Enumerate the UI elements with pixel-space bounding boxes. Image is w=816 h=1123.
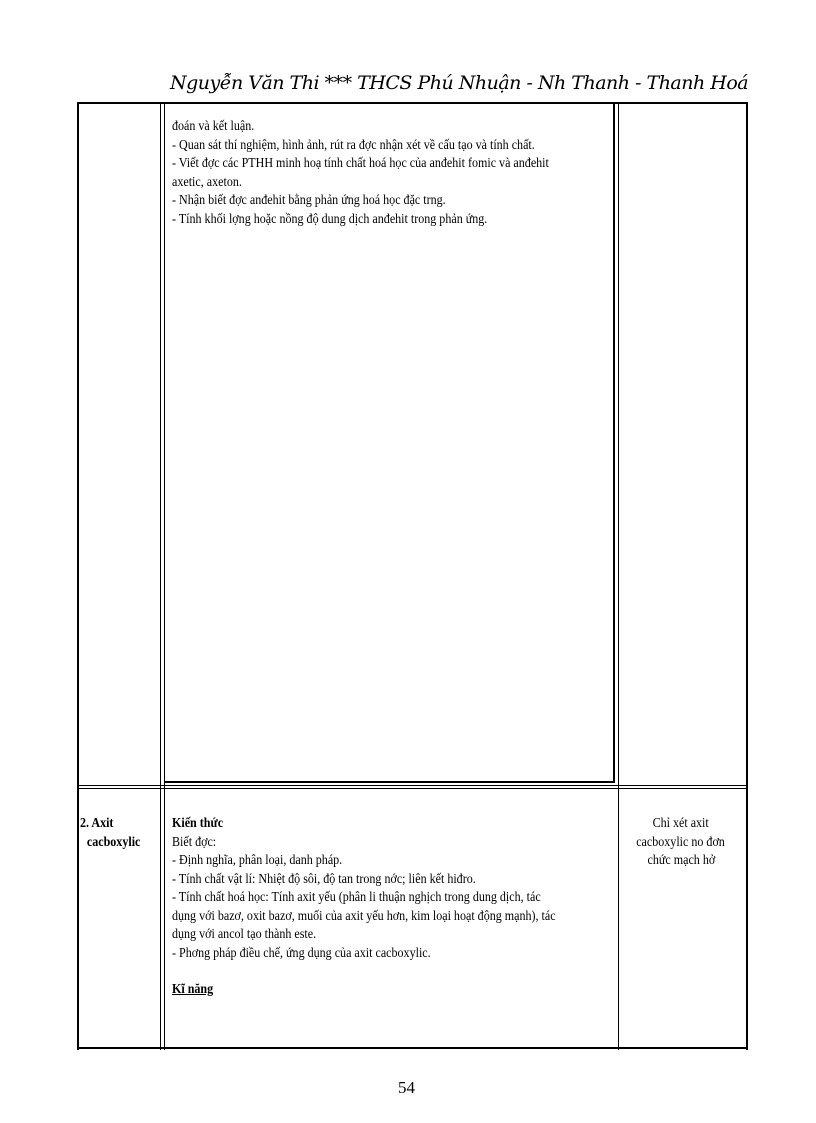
note-line: chức mạch hở <box>647 853 715 868</box>
row1-content <box>172 118 615 229</box>
row2-note <box>622 815 740 871</box>
knowledge-line: Biết đợc: <box>172 834 217 850</box>
row1-line: - Nhận biết đợc anđehit bằng phản ứng hoá học đặc trng. <box>172 193 446 208</box>
row2-topic <box>80 815 157 852</box>
note-line: cacboxylic no đơn <box>636 834 726 850</box>
row1-line: - Quan sát thí nghiệm, hình ảnh, rút ra đợc nhận xét về cấu tạo và tính chất. <box>172 137 535 153</box>
knowledge-line: dụng với bazơ, oxit bazơ, muối của axit yếu hơn, kim loại hoạt động mạnh), tác <box>172 908 556 924</box>
row1-line: - Viết đợc các PTHH minh hoạ tính chất hoá học của anđehit fomic và anđehit <box>172 156 549 171</box>
note-line: Chỉ xét axit <box>652 816 710 831</box>
knowledge-line: - Tính chất vật lí: Nhiệt độ sôi, độ tan trong nớc; liên kết hiđro. <box>172 871 476 887</box>
row1-line: đoán và kết luận. <box>172 119 255 134</box>
row2-content <box>172 815 625 1000</box>
skills-heading: Kĩ năng <box>172 982 214 997</box>
topic-line: 2. Axit <box>80 816 114 831</box>
knowledge-line: dụng với ancol tạo thành este. <box>172 927 317 942</box>
knowledge-heading: Kiến thức <box>172 816 224 831</box>
page-number: 54 <box>398 1078 415 1097</box>
knowledge-line: - Định nghĩa, phân loại, danh pháp. <box>172 853 343 868</box>
knowledge-line: - Tính chất hoá học: Tính axit yếu (phân li thuận nghịch trong dung dịch, tác <box>172 890 541 905</box>
knowledge-line: - Phơng pháp điều chế, ứng dụng của axit cacboxylic. <box>172 945 431 961</box>
row1-line: axetic, axeton. <box>172 174 242 190</box>
page-header: Nguyễn Văn Thi *** THCS Phú Nhuận - Nh Thanh - Thanh Hoá <box>170 72 749 94</box>
topic-line: cacboxylic <box>86 834 141 850</box>
row1-line: - Tính khối lợng hoặc nồng độ dung dịch anđehit trong phản ứng. <box>172 211 488 227</box>
